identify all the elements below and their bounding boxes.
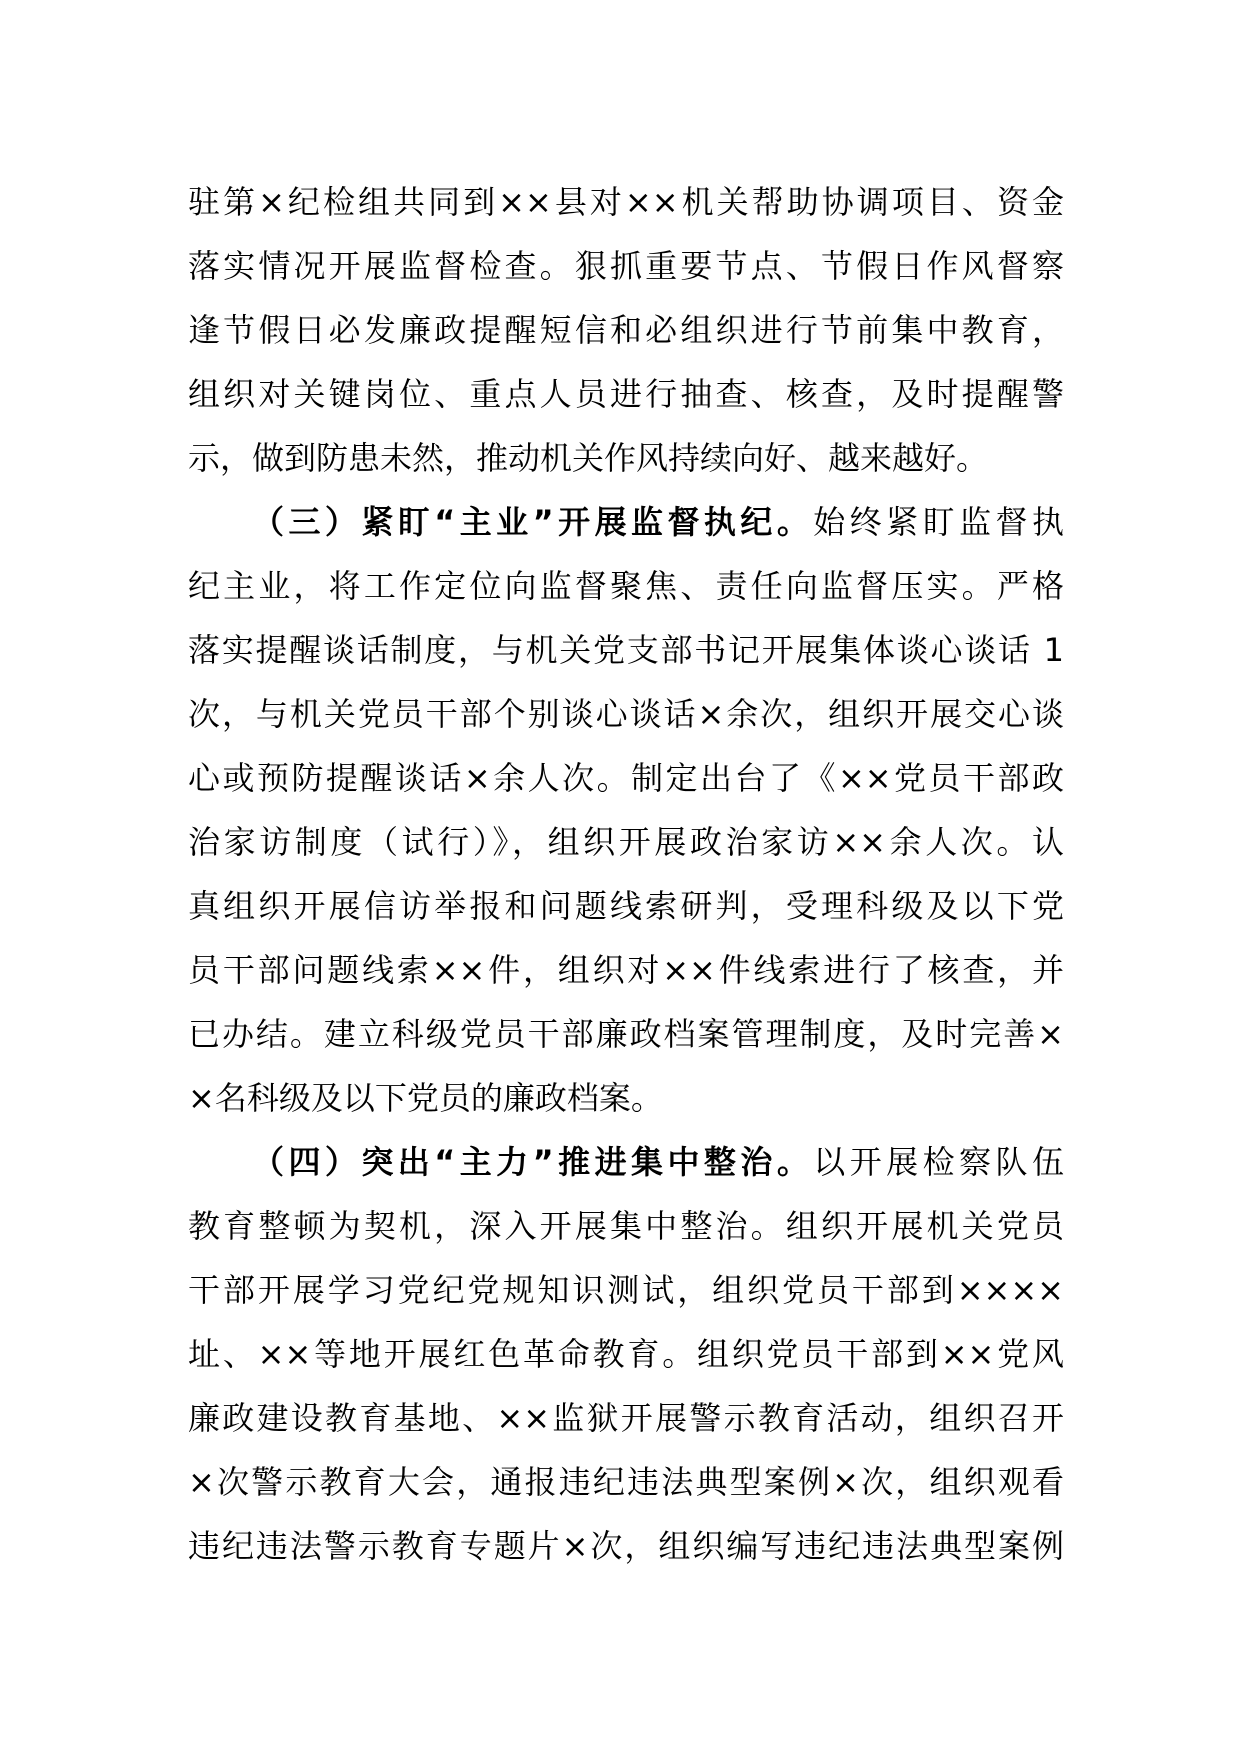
text-run: 始终紧盯监督执 (813, 503, 1064, 541)
text-line: 干部开展学习党纪党规知识测试，组织党员干部到×××× (188, 1271, 1064, 1309)
paragraph-first-line (188, 490, 1064, 554)
paragraph-first-line (188, 1130, 1064, 1194)
text-line: 落实提醒谈话制度，与机关党支部书记开展集体谈心谈话 1 (188, 631, 1064, 669)
text-line: 治家访制度（试行）》，组织开展政治家访××余人次。认 (188, 823, 1064, 861)
section-heading: （三）紧盯“主业”开展监督执纪。 (252, 503, 814, 541)
text-line: 心或预防提醒谈话×余人次。制定出台了《××党员干部政 (188, 759, 1064, 797)
text-line: 址、××等地开展红色革命教育。组织党员干部到××党风 (188, 1335, 1064, 1373)
paragraph-1 (188, 170, 1064, 490)
text-line: 员干部问题线索××件，组织对××件线索进行了核查，并 (188, 951, 1064, 989)
text-line: 教育整顿为契机，深入开展集中整治。组织开展机关党员 (188, 1207, 1064, 1245)
text-line: 纪主业，将工作定位向监督聚焦、责任向监督压实。严格 (188, 567, 1064, 605)
document-body (188, 170, 1064, 1578)
text-line: ×次警示教育大会，通报违纪违法典型案例×次，组织观看 (188, 1463, 1064, 1501)
text-line: 已办结。建立科级党员干部廉政档案管理制度，及时完善× (188, 1015, 1064, 1053)
text-line: 落实情况开展监督检查。狠抓重要节点、节假日作风督察 (188, 247, 1064, 285)
text-line: 示，做到防患未然，推动机关作风持续向好、越来越好。 (188, 439, 989, 477)
text-run: 以开展检察队伍 (813, 1143, 1064, 1181)
text-line: 驻第×纪检组共同到××县对××机关帮助协调项目、资金 (188, 183, 1064, 221)
paragraph-3 (188, 1130, 1064, 1578)
text-line: ×名科级及以下党员的廉政档案。 (188, 1079, 663, 1117)
text-line: 真组织开展信访举报和问题线索研判，受理科级及以下党 (188, 887, 1064, 925)
text-line: 组织对关键岗位、重点人员进行抽查、核查，及时提醒警 (188, 375, 1064, 413)
section-heading: （四）突出“主力”推进集中整治。 (252, 1143, 814, 1181)
text-line: 逢节假日必发廉政提醒短信和必组织进行节前集中教育， (188, 311, 1064, 349)
text-line: 违纪违法警示教育专题片×次，组织编写违纪违法典型案例 (188, 1527, 1064, 1565)
paragraph-2 (188, 490, 1064, 1130)
text-line: 廉政建设教育基地、××监狱开展警示教育活动，组织召开 (188, 1399, 1064, 1437)
text-line: 次，与机关党员干部个别谈心谈话×余次，组织开展交心谈 (188, 695, 1064, 733)
